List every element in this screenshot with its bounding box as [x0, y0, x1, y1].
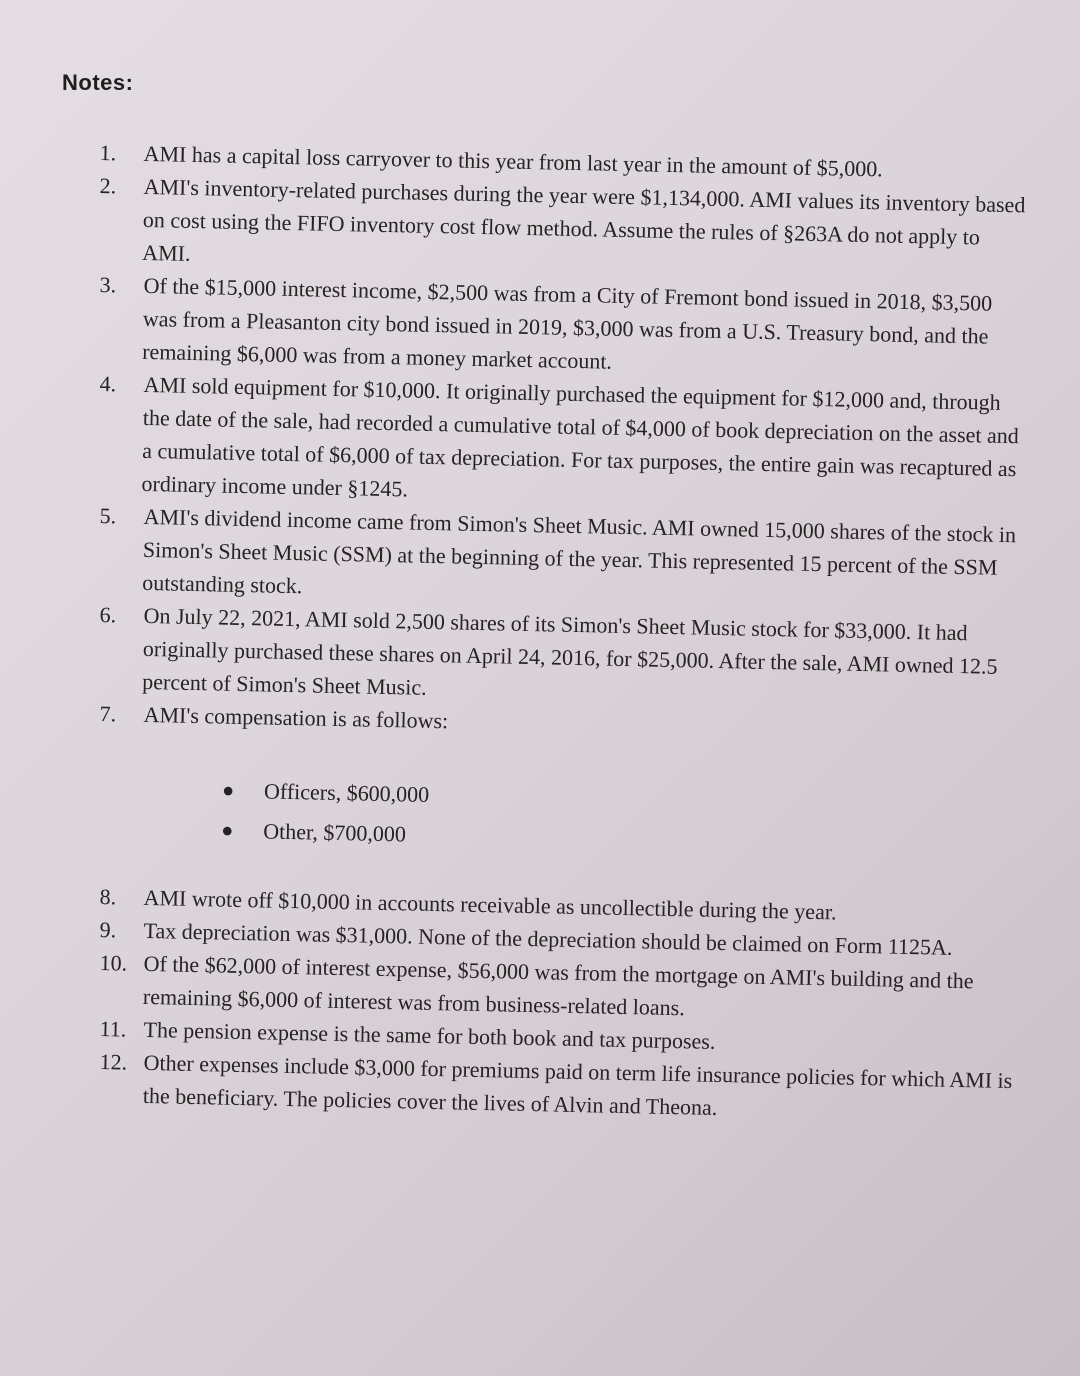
compensation-text: Officers, $600,000: [263, 778, 430, 807]
note-number: 10.: [99, 949, 128, 976]
notes-list: [99, 136, 1030, 1120]
note-item-5: [98, 499, 1030, 617]
note-text: On July 22, 2021, AMI sold 2,500 shares of its Simon's Sheet Music stock for $33,000. It had originally purchased these shares on April 24, 2016, for $25,000. After the sale, AMI owned 12.5 percent of Simon's Sheet Music.: [142, 602, 998, 700]
note-item-3: [98, 268, 1030, 386]
note-text: AMI's compensation is as follows:: [143, 701, 449, 734]
note-number: 2.: [99, 172, 117, 199]
bullet-icon: ●: [221, 779, 235, 802]
bullet-icon: ●: [220, 819, 234, 842]
note-text: AMI wrote off $10,000 in accounts receivable as uncollectible during the year.: [143, 884, 837, 925]
note-number: 8.: [99, 883, 117, 910]
note-number: 7.: [99, 700, 117, 727]
compensation-text: Other, $700,000: [262, 818, 407, 847]
note-number: 5.: [99, 502, 117, 529]
note-text: Of the $15,000 interest income, $2,500 was from a City of Fremont bond issued in 2018, $3,500 was from a Pleasanton city bond issued in 2019, $3,000 was from a U.S. Treasury bond, and the remaining $6,000 was from a money market account.: [142, 272, 993, 374]
note-number: 3.: [99, 271, 117, 298]
note-text: Other expenses include $3,000 for premiums paid on term life insurance policies for which AMI is the beneficiary. The policies cover the lives of Alvin and Theona.: [142, 1049, 1013, 1120]
note-number: 4.: [99, 370, 117, 397]
note-text: AMI's dividend income came from Simon's Sheet Music. AMI owned 15,000 shares of the stock in Simon's Sheet Music (SSM) at the beginning of the year. This represented 15 percent of the SSM outstanding stock.: [142, 503, 1017, 599]
note-number: 6.: [99, 601, 117, 628]
compensation-list: [141, 769, 1028, 868]
note-text: Tax depreciation was $31,000. None of the depreciation should be claimed on Form 1125A.: [143, 917, 953, 960]
note-text: AMI sold equipment for $10,000. It originally purchased the equipment for $12,000 and, through the date of the sale, had recorded a cumulative total of $4,000 of book depreciation on the asset and a cumulative total of $6,000 of tax depreciation. For tax purposes, the entire gain was recaptured as ordinary income under §1245.: [141, 371, 1020, 502]
note-text: The pension expense is the same for both book and tax purposes.: [143, 1016, 716, 1054]
note-item-2: [98, 169, 1030, 287]
note-text: Of the $62,000 of interest expense, $56,000 was from the mortgage on AMI's building and the remaining $6,000 of interest was from business-related loans.: [142, 950, 974, 1021]
note-number: 9.: [99, 916, 117, 943]
note-item-4: [97, 367, 1030, 518]
note-text: AMI has a capital loss carryover to this year from last year in the amount of $5,000.: [143, 140, 883, 182]
note-item-6: [98, 598, 1030, 716]
note-number: 12.: [99, 1048, 128, 1075]
note-item-7: [97, 697, 1030, 867]
note-number: 1.: [99, 139, 117, 166]
note-text: AMI's inventory-related purchases during the year were $1,134,000. AMI values its inventory based on cost using the FIFO inventory cost flow method. Assume the rules of §263A do not apply to AMI.: [142, 173, 1026, 266]
note-number: 11.: [99, 1015, 127, 1042]
notes-heading: Notes:: [62, 70, 134, 95]
